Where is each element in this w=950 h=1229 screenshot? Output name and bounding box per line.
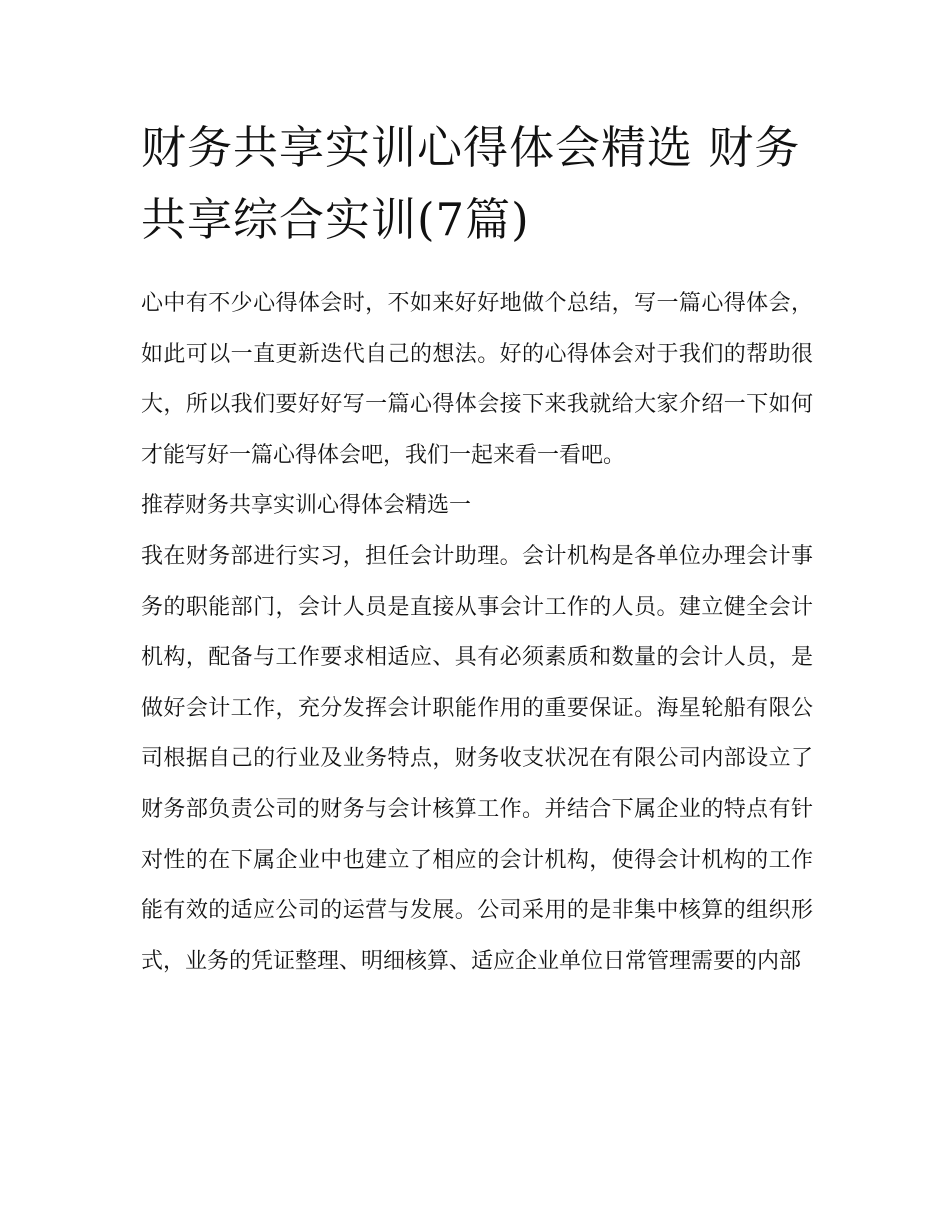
document-title: 财务共享实训心得体会精选 财务共享综合实训(7篇) — [141, 121, 801, 246]
intro-paragraph: 心中有不少心得体会时，不如来好好地做个总结，写一篇心得体会，如此可以一直更新迭代自己的想法。好的心得体会对于我们的帮助很大，所以我们要好好写一篇心得体会接下来我就给大家介绍一下如何才能写好一篇心得体会吧，我们一起来看一看吧。 — [141, 291, 813, 468]
document-page — [141, 112, 813, 987]
section-body-paragraph: 我在财务部进行实习，担任会计助理。会计机构是各单位办理会计事务的职能部门，会计人员是直接从事会计工作的人员。建立健全会计机构，配备与工作要求相适应、具有必须素质和数量的会计人员，是做好会计工作，充分发挥会计职能作用的重要保证。海星轮船有限公司根据自己的行业及业务特点，财务收支状况在有限公司内部设立了财务部负责公司的财务与会计核算工作。并结合下属企业的特点有针对性的在下属企业中也建立了相应的会计机构，使得会计机构的工作能有效的适应公司的运营与发展。公司采用的是非集中核算的组织形式，业务的凭证整理、明细核算、适应企业单位日常管理需要的内部 — [141, 543, 813, 974]
section-heading: 推荐财务共享实训心得体会精选一 — [141, 493, 472, 519]
